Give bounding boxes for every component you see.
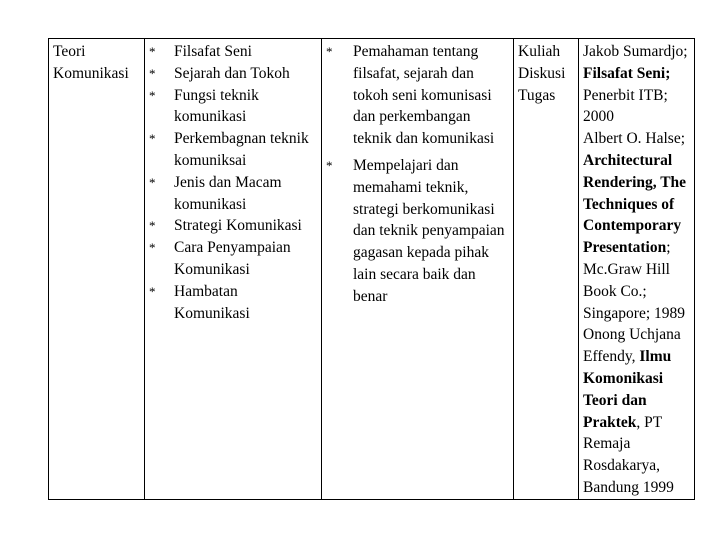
objective-list (326, 41, 509, 308)
references-cell (579, 39, 695, 500)
table-row (49, 39, 695, 500)
list-item: * Pemahaman tentang filsafat, sejarah dan tokoh seni komunisasi dan perkembangan teknik dan komunikasi (326, 43, 495, 148)
reference-title: Filsafat Seni; (583, 64, 671, 82)
topic-text: Teori Komunikasi (53, 43, 129, 82)
reference-item: Albert O. Halse; Architectural Rendering, The Techniques of Contemporary Presentation; Mc.Graw Hill Book Co.; Singapore; 1989 (583, 130, 687, 322)
bullet-star: * (149, 65, 156, 81)
reference-title: Ilmu Komonikasi Teori dan Praktek (583, 348, 672, 431)
list-item: * Filsafat Seni (149, 41, 317, 63)
list-item: * Perkembagnan teknik komuniksai (149, 130, 309, 169)
reference-item: Jakob Sumardjo; Filsafat Seni; Penerbit ITB; 2000 (583, 43, 688, 126)
list-item: * Strategi Komunikasi (149, 215, 317, 237)
objectives-cell (322, 39, 514, 500)
bullet-star: * (149, 240, 156, 256)
list-item: * Mempelajari dan memahami teknik, strategi berkomunikasi dan teknik penyampaian gagasan kepada pihak lain secara baik dan benar (326, 156, 505, 305)
method-item: Diskusi (518, 64, 566, 82)
method-item: Tugas (518, 86, 556, 104)
bullet-star: * (149, 218, 156, 234)
method-item: Kuliah (518, 43, 561, 60)
list-item: * Cara Penyampaian Komunikasi (149, 239, 291, 278)
reference-title: Architectural Rendering, The Techniques of Contemporary Presentation (583, 151, 687, 257)
methods-cell (514, 39, 579, 500)
bullet-star: * (326, 44, 333, 59)
bullet-star: * (149, 87, 156, 103)
bullet-star: * (149, 174, 156, 190)
syllabus-table (48, 38, 695, 500)
list-item: * Sejarah dan Tokoh (149, 63, 317, 85)
list-item: * Fungsi teknik komunikasi (149, 86, 259, 126)
bullet-star: * (149, 44, 156, 59)
list-item: * Jenis dan Macam komunikasi (149, 173, 282, 213)
subtopic-list (149, 41, 317, 324)
bullet-star: * (149, 131, 156, 147)
reference-item: Onong Uchjana Effendy, Ilmu Komonikasi Teori dan Praktek, PT Remaja Rosdakarya, Bandung 1999 (583, 326, 681, 496)
list-item: * Hambatan Komunikasi (149, 282, 250, 322)
topic-cell (49, 39, 145, 500)
bullet-star: * (149, 283, 156, 299)
subtopics-cell (145, 39, 322, 500)
bullet-star: * (326, 157, 333, 173)
